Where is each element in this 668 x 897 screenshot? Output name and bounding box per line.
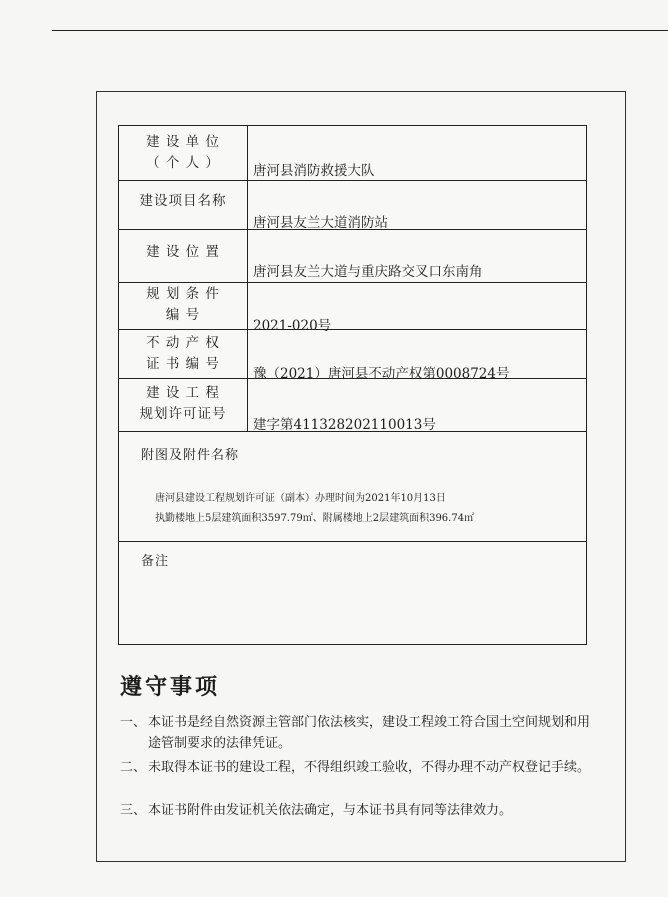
value-project-name: 唐河县友兰大道消防站 (253, 215, 388, 231)
row-divider (119, 282, 586, 283)
item-text: 未取得本证书的建设工程，不得组织竣工验收，不得办理不动产权登记手续。 (148, 760, 591, 775)
value-location: 唐河县友兰大道与重庆路交叉口东南角 (253, 264, 483, 280)
attachment-line: 执勤楼地上5层建筑面积3597.79㎡、附属楼地上2层建筑面积396.74㎡ (155, 513, 475, 524)
attachment-line: 唐河县建设工程规划许可证（副本）办理时间为2021年10月13日 (155, 493, 446, 504)
label-line: 建设项目名称 (139, 193, 227, 209)
value-construction-unit: 唐河县消防救援大队 (253, 163, 375, 179)
attachments-title: 附图及附件名称 (141, 448, 240, 463)
item-text: 本证书是经自然资源主管部门依法核实，建设工程竣工符合国土空间规划和用途管制要求的法律凭证。 (148, 715, 591, 751)
label-line: 规 划 条 件 (146, 286, 220, 302)
column-divider (247, 126, 248, 432)
label-line: （ 个 人 ） (146, 155, 220, 171)
compliance-item (120, 800, 600, 821)
label-property-certificate-number (119, 333, 247, 375)
label-line: 编 号 (165, 307, 201, 323)
label-line: 规划许可证号 (139, 406, 227, 422)
label-location (119, 242, 247, 263)
certificate-table (118, 125, 587, 645)
row-divider (119, 541, 586, 542)
remarks-title: 备注 (141, 554, 170, 569)
row-divider (119, 229, 586, 230)
item-text: 本证书附件由发证机关依法确定，与本证书具有同等法律效力。 (148, 803, 513, 818)
row-divider (119, 180, 586, 181)
item-number: 三、 (120, 803, 147, 818)
label-project-name (119, 191, 247, 212)
value-planning-permit-number: 建字第411328202110013号 (253, 417, 436, 433)
label-line: 不 动 产 权 (146, 335, 220, 351)
label-line: 建 设 位 置 (146, 244, 220, 260)
item-number: 一、 (120, 715, 147, 730)
row-divider (119, 378, 586, 379)
label-planning-permit-number (119, 383, 247, 425)
label-line: 证 书 编 号 (146, 356, 220, 372)
value-planning-condition-number: 2021-020号 (253, 318, 332, 334)
label-line: 建 设 单 位 (146, 134, 220, 150)
compliance-title: 遵守事项 (120, 675, 221, 700)
top-rule (52, 30, 668, 31)
label-construction-unit (119, 132, 247, 174)
item-number: 二、 (120, 760, 147, 775)
label-planning-condition-number (119, 284, 247, 326)
value-property-certificate-number: 豫（2021）唐河县不动产权第0008724号 (253, 366, 510, 382)
compliance-item (120, 712, 600, 754)
label-line: 建 设 工 程 (146, 385, 220, 401)
row-divider (119, 431, 586, 432)
row-divider (119, 329, 586, 330)
compliance-item (120, 757, 600, 778)
